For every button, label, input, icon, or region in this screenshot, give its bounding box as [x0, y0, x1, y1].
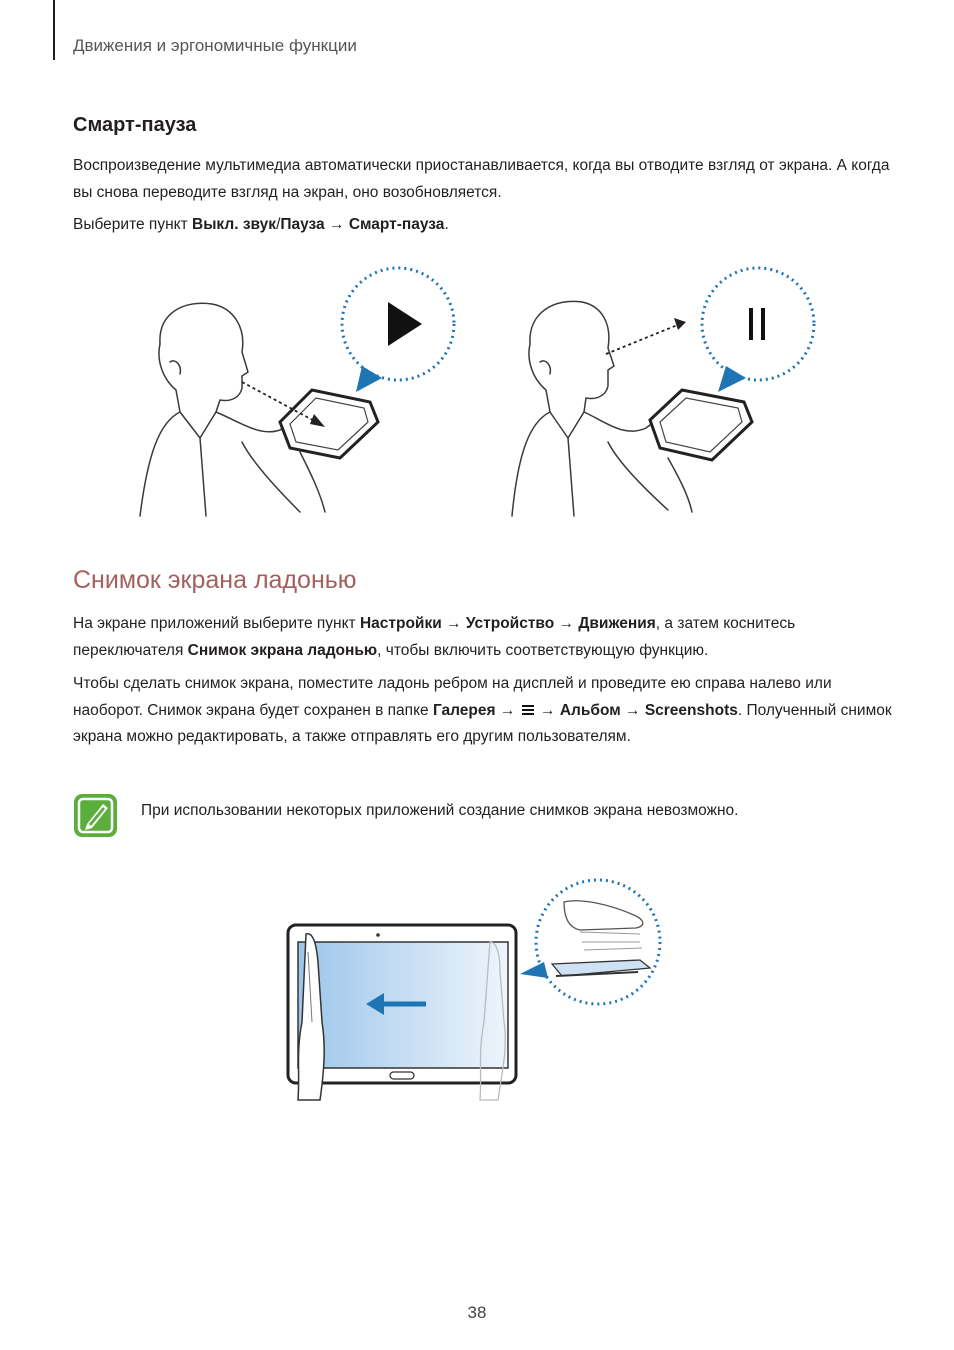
section-title-smart-pause: Смарт-пауза	[73, 114, 197, 136]
chapter-header: Движения и эргономичные функции	[73, 36, 357, 55]
note-text: При использовании некоторых приложений создание снимков экрана невозможно.	[141, 802, 739, 819]
palm-capture-paragraph-2: Чтобы сделать снимок экрана, поместите ладонь ребром на дисплей и проведите ею справа налево или наоборот. Снимок экрана будет сохранен в папке Галерея → → Альбом → Screenshots. Полученный снимок экрана можно редактировать, а также отправлять его другим пользователям.	[73, 675, 892, 745]
smart-pause-illustration-pause	[500, 262, 830, 520]
smart-pause-instruction: Выберите пункт Выкл. звук/Пауза → Смарт-пауза.	[73, 216, 449, 233]
note-icon	[73, 793, 118, 838]
header-rule	[53, 0, 55, 60]
palm-capture-paragraph-1: На экране приложений выберите пункт Настройки → Устройство → Движения, а затем коснитесь переключателя Снимок экрана ладонью, чтобы включить соответствующую функцию.	[73, 615, 796, 659]
smart-pause-description: Воспроизведение мультимедиа автоматически приостанавливается, когда вы отводите взгляд от экрана. А когда вы снова переводите взгляд на экран, оно возобновляется.	[73, 157, 890, 201]
tablet-device	[280, 390, 378, 458]
page-number: 38	[467, 1303, 487, 1322]
menu-icon	[522, 704, 534, 716]
palm-swipe-illustration	[280, 872, 665, 1104]
smart-pause-illustration-play	[130, 262, 470, 520]
tablet-device	[650, 390, 752, 460]
section-title-palm-capture: Снимок экрана ладонью	[73, 566, 357, 594]
